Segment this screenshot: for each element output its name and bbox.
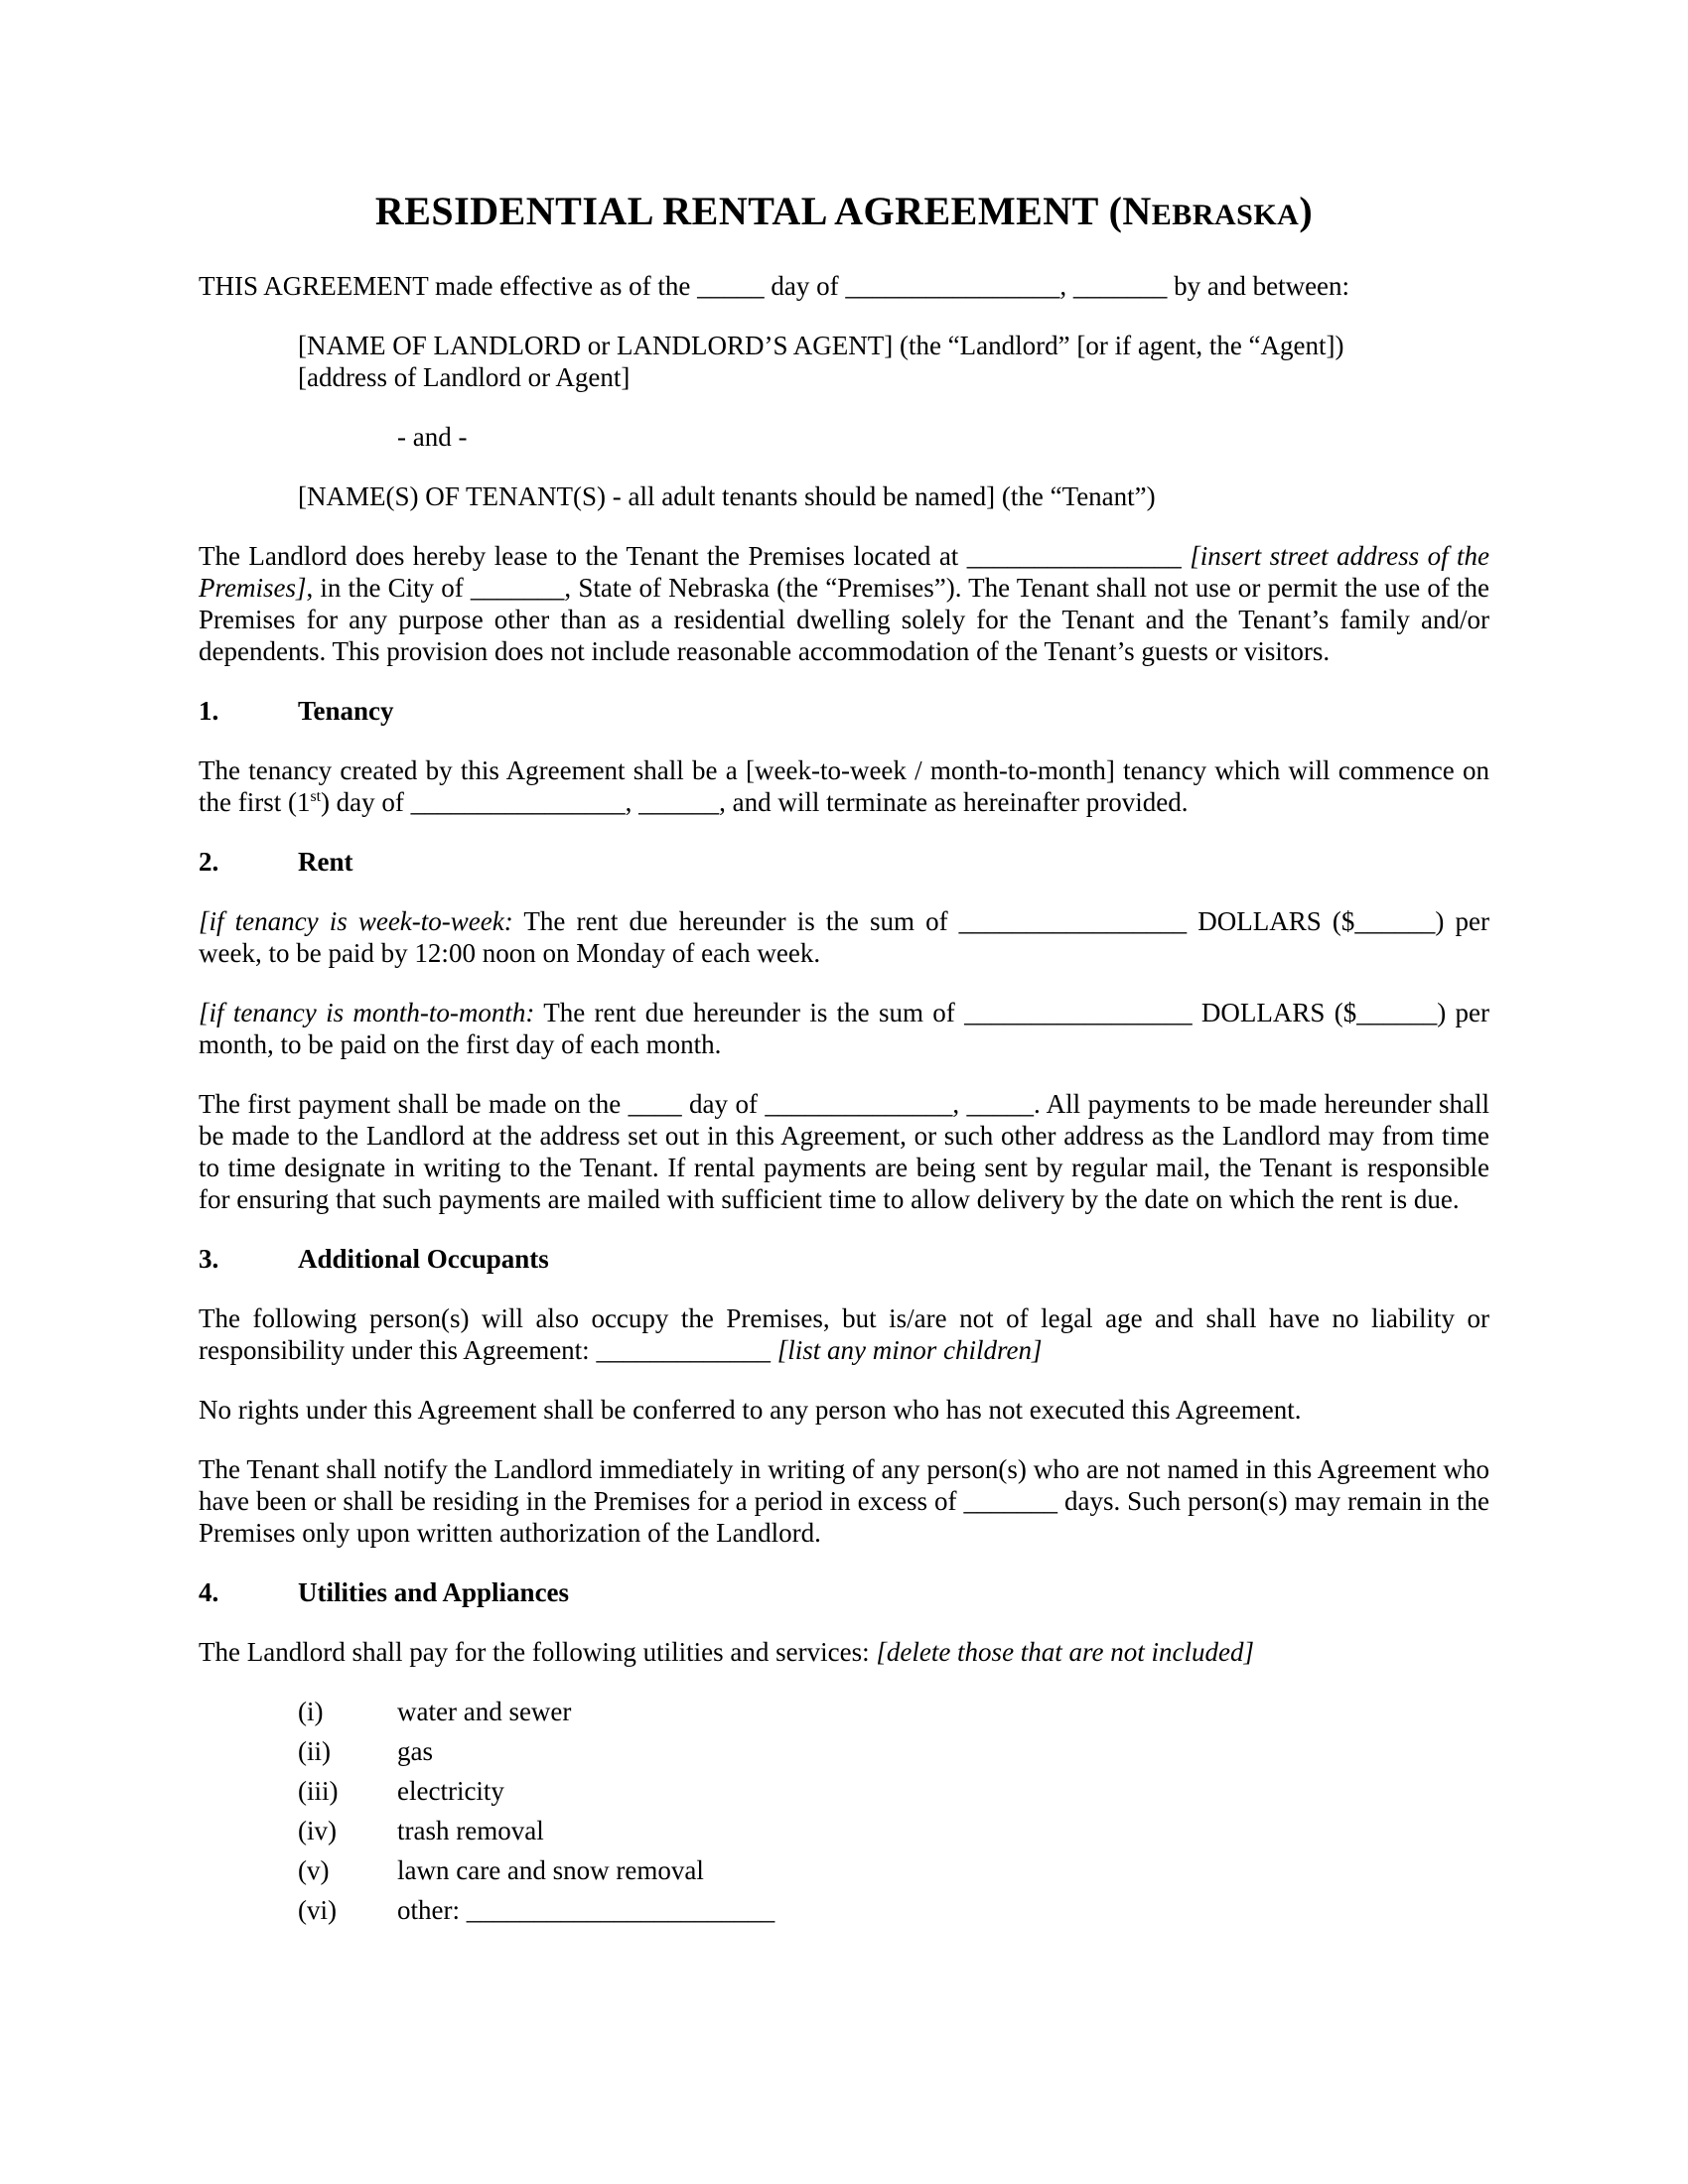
tenant-name-block: [NAME(S) OF TENANT(S) - all adult tenants should be named] (the “Tenant”)	[298, 481, 1156, 511]
section-heading-tenancy	[199, 695, 1489, 727]
list-marker: (iii)	[298, 1776, 339, 1806]
section-heading-utilities	[199, 1576, 1489, 1608]
landlord-line-2: [address of Landlord or Agent]	[298, 362, 631, 392]
occupants-text: The following person(s) will also occupy the Premises, but is/are not of legal age and shall have no liability or responsibility under this Agreement: _____________	[199, 1303, 1489, 1365]
notify-paragraph: The Tenant shall notify the Landlord immediately in writing of any person(s) who are not named in this Agreement who have been or shall be residing in the Premises for a period in excess of _______ days. Such person(s) may remain in the Premises only upon written authorization of the Landlord.	[199, 1454, 1489, 1548]
utilities-delete-note: [delete those that are not included]	[876, 1637, 1255, 1667]
first-payment-paragraph: The first payment shall be made on the ____ day of ______________, _____. All payments to be made hereunder shall be made to the Landlord at the address set out in this Agreement, or such other address as the Landlord may from time to time designate in writing to the Tenant. If rental payments are being sent by regular mail, the Tenant is responsible for ensuring that such payments are mailed with sufficient time to allow delivery by the date on which the rent is due.	[199, 1089, 1489, 1214]
list-marker: (ii)	[298, 1736, 331, 1766]
premises-text-1: The Landlord does hereby lease to the Tenant the Premises located at ________________	[199, 541, 1191, 571]
list-label: lawn care and snow removal	[397, 1855, 704, 1885]
list-marker: (vi)	[298, 1895, 337, 1925]
section-title: Rent	[298, 847, 353, 877]
list-marker: (i)	[298, 1697, 324, 1726]
list-label: electricity	[397, 1776, 504, 1806]
list-label: trash removal	[397, 1816, 544, 1845]
section-title: Utilities and Appliances	[298, 1577, 570, 1607]
section-number: 2.	[199, 847, 219, 877]
utility-item-other	[298, 1894, 1489, 1926]
utilities-text: The Landlord shall pay for the following utilities and services:	[199, 1637, 877, 1667]
title-prefix: RESIDENTIAL RENTAL AGREEMENT (N	[374, 189, 1152, 233]
and-separator: - and -	[397, 422, 468, 452]
tenancy-text-2: ) day of ________________, ______, and will terminate as hereinafter provided.	[320, 787, 1189, 817]
title-suffix: )	[1299, 189, 1314, 233]
utilities-paragraph	[199, 1636, 1489, 1668]
list-marker: (v)	[298, 1855, 330, 1885]
ordinal-superscript: st	[310, 788, 321, 805]
utility-item-gas	[298, 1735, 1489, 1767]
rent-month-text: The rent due hereunder is the sum of _________________ DOLLARS ($______) per month, to be paid on the first day of each month.	[199, 998, 1489, 1059]
list-label: gas	[397, 1736, 433, 1766]
section-heading-rent	[199, 846, 1489, 878]
section-title: Tenancy	[298, 696, 394, 726]
premises-insert-note: [insert street address of the Premises]	[199, 541, 1490, 603]
utility-item-water-sewer	[298, 1696, 1489, 1727]
utility-item-lawn-snow	[298, 1854, 1489, 1886]
tenancy-text-1: The tenancy created by this Agreement shall be a [week-to-week / month-to-month] tenancy which will commence on the first (1	[199, 755, 1489, 817]
utility-item-trash-removal	[298, 1815, 1489, 1846]
rent-month-condition: [if tenancy is month-to-month:	[199, 998, 535, 1027]
occupants-insert-note: [list any minor children]	[776, 1335, 1043, 1365]
list-marker: (iv)	[298, 1816, 337, 1845]
occupants-paragraph	[199, 1302, 1489, 1366]
list-label: water and sewer	[397, 1697, 572, 1726]
premises-paragraph	[199, 540, 1489, 667]
rent-week-text: The rent due hereunder is the sum of _________________ DOLLARS ($______) per week, to be paid by 12:00 noon on Monday of each week.	[199, 906, 1490, 968]
opening-paragraph: THIS AGREEMENT made effective as of the _____ day of ________________, _______ by and between:	[199, 271, 1350, 301]
document-title	[199, 189, 1489, 238]
no-rights-paragraph: No rights under this Agreement shall be conferred to any person who has not executed this Agreement.	[199, 1395, 1302, 1425]
tenancy-paragraph	[199, 754, 1489, 818]
rent-month-paragraph	[199, 997, 1489, 1060]
title-smallcaps: EBRASKA	[1151, 199, 1300, 231]
landlord-name-block	[298, 330, 1489, 393]
rent-week-paragraph	[199, 905, 1489, 969]
utility-item-electricity	[298, 1775, 1489, 1807]
section-title: Additional Occupants	[298, 1244, 549, 1274]
rent-week-condition: [if tenancy is week-to-week:	[199, 906, 513, 936]
section-heading-additional-occupants	[199, 1243, 1489, 1275]
section-number: 1.	[199, 696, 219, 726]
list-label: other: _______________________	[397, 1895, 775, 1925]
section-number: 3.	[199, 1244, 219, 1274]
landlord-line-1: [NAME OF LANDLORD or LANDLORD’S AGENT] (the “Landlord” [or if agent, the “Agent])	[298, 331, 1344, 360]
premises-text-2: , in the City of _______, State of Nebraska (the “Premises”). The Tenant shall not use or permit the use of the Premises for any purpose other than as a residential dwelling solely for the Tenant and the Tenant’s family and/or dependents. This provision does not include reasonable accommodation of the Tenant’s guests or visitors.	[199, 573, 1489, 666]
section-number: 4.	[199, 1577, 219, 1607]
